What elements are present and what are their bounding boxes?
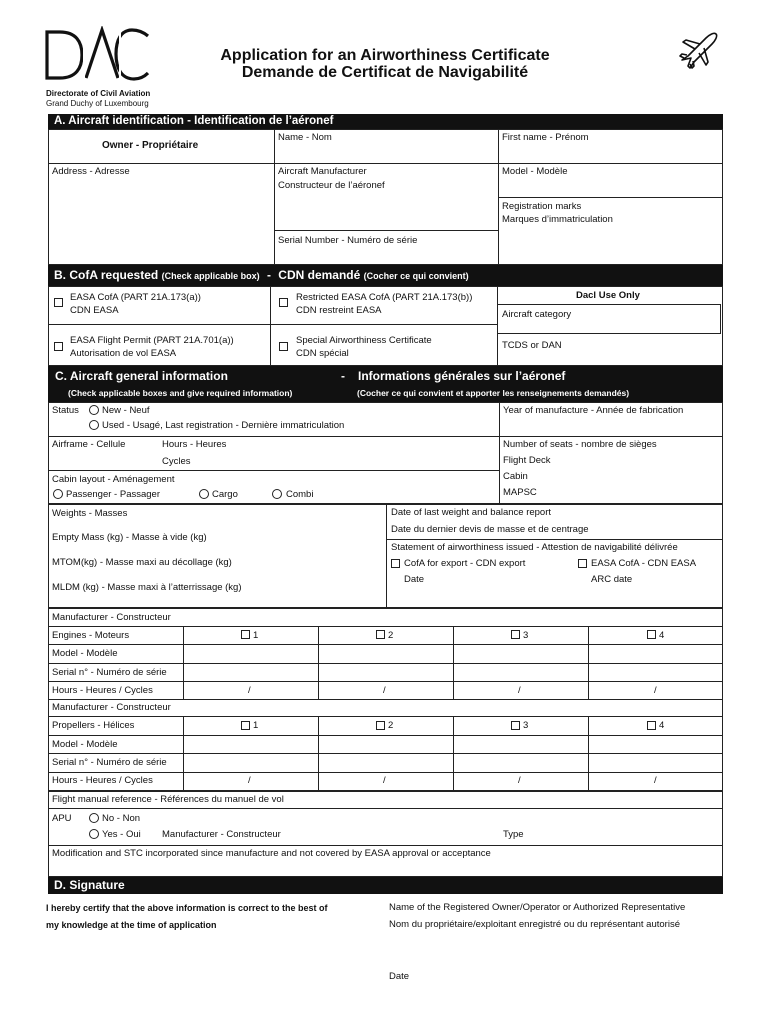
- section-c-sub-fr: (Cocher ce qui convient et apporter les renseignements demandés): [357, 388, 630, 398]
- owner-label: Owner - Propriétaire: [102, 140, 199, 151]
- weights-label: Weights - Masses: [52, 508, 128, 519]
- section-d-header: D. Signature: [48, 877, 723, 894]
- section-b-header: B. CofA requested (Check applicable box) - CDN demandé (Cocher ce qui convient): [48, 265, 723, 286]
- statement-date-field[interactable]: Date: [404, 574, 425, 585]
- certify-text-2: my knowledge at the time of application: [46, 920, 217, 930]
- flight-permit-checkbox[interactable]: [54, 342, 63, 351]
- propeller-hours-label: Hours - Heures / Cycles: [52, 775, 153, 786]
- certify-text-1: I hereby certify that the above information is correct to the best of: [46, 903, 328, 913]
- year-of-manufacture-field[interactable]: Year of manufacture - Année de fabrication: [503, 405, 684, 416]
- serial-number-field[interactable]: Serial Number - Numéro de série: [278, 235, 418, 246]
- section-c-title-fr: Informations générales sur l’aéronef: [358, 369, 566, 383]
- aircraft-category-field[interactable]: Aircraft category: [502, 309, 572, 320]
- passenger-radio[interactable]: [53, 489, 63, 499]
- flight-manual-field[interactable]: Flight manual reference - Références du manuel de vol: [52, 794, 284, 805]
- apu-type-field[interactable]: Type: [503, 829, 524, 840]
- dac-logo: [44, 26, 152, 84]
- propeller-4-label: 4: [659, 720, 665, 731]
- representative-name-label-fr: Nom du propriétaire/exploitant enregistré ou du représentant autorisé: [389, 919, 680, 930]
- apu-no-label: No - Non: [102, 813, 141, 824]
- modification-field[interactable]: Modification and STC incorporated since manufacture and not covered by EASA approval or acceptance: [52, 848, 491, 859]
- weigh-date-label-1[interactable]: Date of last weight and balance report: [391, 507, 552, 518]
- weigh-date-label-2: Date du dernier devis de masse et de centrage: [391, 524, 589, 535]
- flight-deck-field[interactable]: Flight Deck: [503, 455, 551, 466]
- easa-cofa-label-1: EASA CofA (PART 21A.173(a)): [70, 292, 201, 303]
- engine-4-label: 4: [659, 630, 665, 641]
- apu-yes-radio[interactable]: [89, 829, 99, 839]
- engine-manufacturer-label: Manufacturer - Constructeur: [52, 612, 171, 623]
- section-c-title: C. Aircraft general information: [55, 369, 228, 383]
- org-name: Directorate of Civil Aviation: [46, 89, 151, 98]
- registration-field-label-2: Marques d’immatriculation: [502, 214, 613, 225]
- apu-yes-label: Yes - Oui: [102, 829, 141, 840]
- section-c-header: C. Aircraft general information - Informations générales sur l’aéronef (Check applicable boxes and give required information) (Cocher ce qui convient et apporter les renseignements demandés): [48, 366, 723, 402]
- engine-1-checkbox[interactable]: [241, 630, 250, 639]
- apu-manufacturer-field[interactable]: Manufacturer - Constructeur: [162, 829, 281, 840]
- name-field[interactable]: Name - Nom: [278, 132, 332, 143]
- cargo-radio[interactable]: [199, 489, 209, 499]
- engine-3-label: 3: [523, 630, 529, 641]
- propeller-3-checkbox[interactable]: [511, 721, 520, 730]
- flight-permit-label-2: Autorisation de vol EASA: [70, 348, 177, 359]
- flight-permit-label-1: EASA Flight Permit (PART 21A.701(a)): [70, 335, 234, 346]
- propeller-model-label: Model - Modèle: [52, 739, 118, 750]
- combi-radio[interactable]: [272, 489, 282, 499]
- registration-field-label-1[interactable]: Registration marks: [502, 201, 582, 212]
- easa-cofa-statement-label: EASA CofA - CDN EASA: [591, 558, 697, 569]
- passenger-label: Passenger - Passager: [66, 489, 160, 500]
- manufacturer-field-label-1[interactable]: Aircraft Manufacturer: [278, 166, 367, 177]
- engine-4-checkbox[interactable]: [647, 630, 656, 639]
- propeller-manufacturer-label: Manufacturer - Constructeur: [52, 702, 171, 713]
- cabin-field[interactable]: Cabin: [503, 471, 528, 482]
- cofa-export-checkbox[interactable]: [391, 559, 400, 568]
- manufacturer-field-label-2: Constructeur de l’aéronef: [278, 180, 385, 191]
- section-b-title-fr: CDN demandé: [278, 268, 361, 282]
- engine-1-label: 1: [253, 630, 259, 641]
- special-certificate-label-2: CDN spécial: [296, 348, 349, 359]
- propeller-2-checkbox[interactable]: [376, 721, 385, 730]
- restricted-cofa-label-1: Restricted EASA CofA (PART 21A.173(b)): [296, 292, 473, 303]
- cargo-label: Cargo: [212, 489, 238, 500]
- propeller-4-hours-field[interactable]: /: [654, 775, 657, 786]
- status-used-radio[interactable]: [89, 420, 99, 430]
- restricted-cofa-checkbox[interactable]: [279, 298, 288, 307]
- section-b-check-fr: (Cocher ce qui convient): [363, 271, 469, 281]
- form-title-en: Application for an Airworthiness Certificate: [220, 47, 550, 64]
- restricted-cofa-label-2: CDN restreint EASA: [296, 305, 382, 316]
- form-title-fr: Demande de Certificat de Navigabilité: [241, 64, 529, 81]
- mldm-field[interactable]: MLDM (kg) - Masse maxi à l’atterrissage (kg): [52, 582, 242, 593]
- special-certificate-checkbox[interactable]: [279, 342, 288, 351]
- engine-model-label: Model - Modèle: [52, 648, 118, 659]
- engine-1-hours-field[interactable]: /: [248, 685, 251, 696]
- arc-date-field[interactable]: ARC date: [591, 574, 633, 585]
- airplane-icon: [676, 26, 722, 72]
- special-certificate-label-1: Special Airworthiness Certificate: [296, 335, 432, 346]
- tcds-field[interactable]: TCDS or DAN: [502, 340, 562, 351]
- propeller-2-label: 2: [388, 720, 394, 731]
- representative-name-field[interactable]: Name of the Registered Owner/Operator or Authorized Representative: [389, 902, 686, 913]
- section-b-title: B. CofA requested: [54, 268, 159, 282]
- airframe-hours-field[interactable]: Hours - Heures: [162, 439, 227, 450]
- engines-label: Engines - Moteurs: [52, 630, 130, 641]
- engine-3-checkbox[interactable]: [511, 630, 520, 639]
- engine-hours-label: Hours - Heures / Cycles: [52, 685, 153, 696]
- status-used-label: Used - Usagé, Last registration - Dernière immatriculation: [102, 420, 345, 431]
- section-b-check: (Check applicable box): [161, 271, 260, 281]
- propeller-3-label: 3: [523, 720, 529, 731]
- status-new-radio[interactable]: [89, 405, 99, 415]
- signature-date-field[interactable]: Date: [389, 971, 410, 982]
- cofa-export-label: CofA for export - CDN export: [404, 558, 526, 569]
- first-name-field[interactable]: First name - Prénom: [502, 132, 589, 143]
- apu-no-radio[interactable]: [89, 813, 99, 823]
- apu-label: APU: [52, 813, 72, 824]
- propellers-label: Propellers - Hélices: [52, 720, 135, 731]
- airframe-label: Airframe - Cellule: [52, 439, 126, 450]
- engine-4-hours-field[interactable]: /: [654, 685, 657, 696]
- section-c-sub-en: (Check applicable boxes and give required information): [68, 388, 293, 398]
- dacl-use-only: Dacl Use Only: [576, 290, 640, 301]
- easa-cofa-checkbox[interactable]: [54, 298, 63, 307]
- propeller-serial-label: Serial n° - Numéro de série: [52, 757, 167, 768]
- combi-label: Combi: [286, 489, 314, 500]
- seats-label: Number of seats - nombre de sièges: [503, 439, 657, 450]
- engine-2-checkbox[interactable]: [376, 630, 385, 639]
- propeller-4-checkbox[interactable]: [647, 721, 656, 730]
- mapsc-field[interactable]: MAPSC: [503, 487, 537, 498]
- easa-cofa-label-2: CDN EASA: [70, 305, 119, 316]
- engine-2-label: 2: [388, 630, 394, 641]
- address-field[interactable]: Address - Adresse: [52, 166, 130, 177]
- propeller-1-hours-field[interactable]: /: [248, 775, 251, 786]
- status-new-label: New - Neuf: [102, 405, 150, 416]
- empty-mass-field[interactable]: Empty Mass (kg) - Masse à vide (kg): [52, 532, 207, 543]
- airframe-cycles-field[interactable]: Cycles: [162, 456, 191, 467]
- engine-2-hours-field[interactable]: /: [383, 685, 386, 696]
- propeller-3-hours-field[interactable]: /: [518, 775, 521, 786]
- easa-cofa-statement-checkbox[interactable]: [578, 559, 587, 568]
- engine-3-hours-field[interactable]: /: [518, 685, 521, 696]
- propeller-2-hours-field[interactable]: /: [383, 775, 386, 786]
- org-country: Grand Duchy of Luxembourg: [46, 99, 149, 108]
- statement-label: Statement of airworthiness issued - Attestion de navigabilité délivrée: [391, 542, 678, 553]
- engine-serial-label: Serial n° - Numéro de série: [52, 667, 167, 678]
- status-label: Status: [52, 405, 79, 416]
- cabin-layout-label: Cabin layout - Aménagement: [52, 474, 175, 485]
- model-field[interactable]: Model - Modèle: [502, 166, 568, 177]
- propeller-1-label: 1: [253, 720, 259, 731]
- propeller-1-checkbox[interactable]: [241, 721, 250, 730]
- mtom-field[interactable]: MTOM(kg) - Masse maxi au décollage (kg): [52, 557, 232, 568]
- section-a-header: A. Aircraft identification - Identification de l’aéronef: [48, 114, 723, 129]
